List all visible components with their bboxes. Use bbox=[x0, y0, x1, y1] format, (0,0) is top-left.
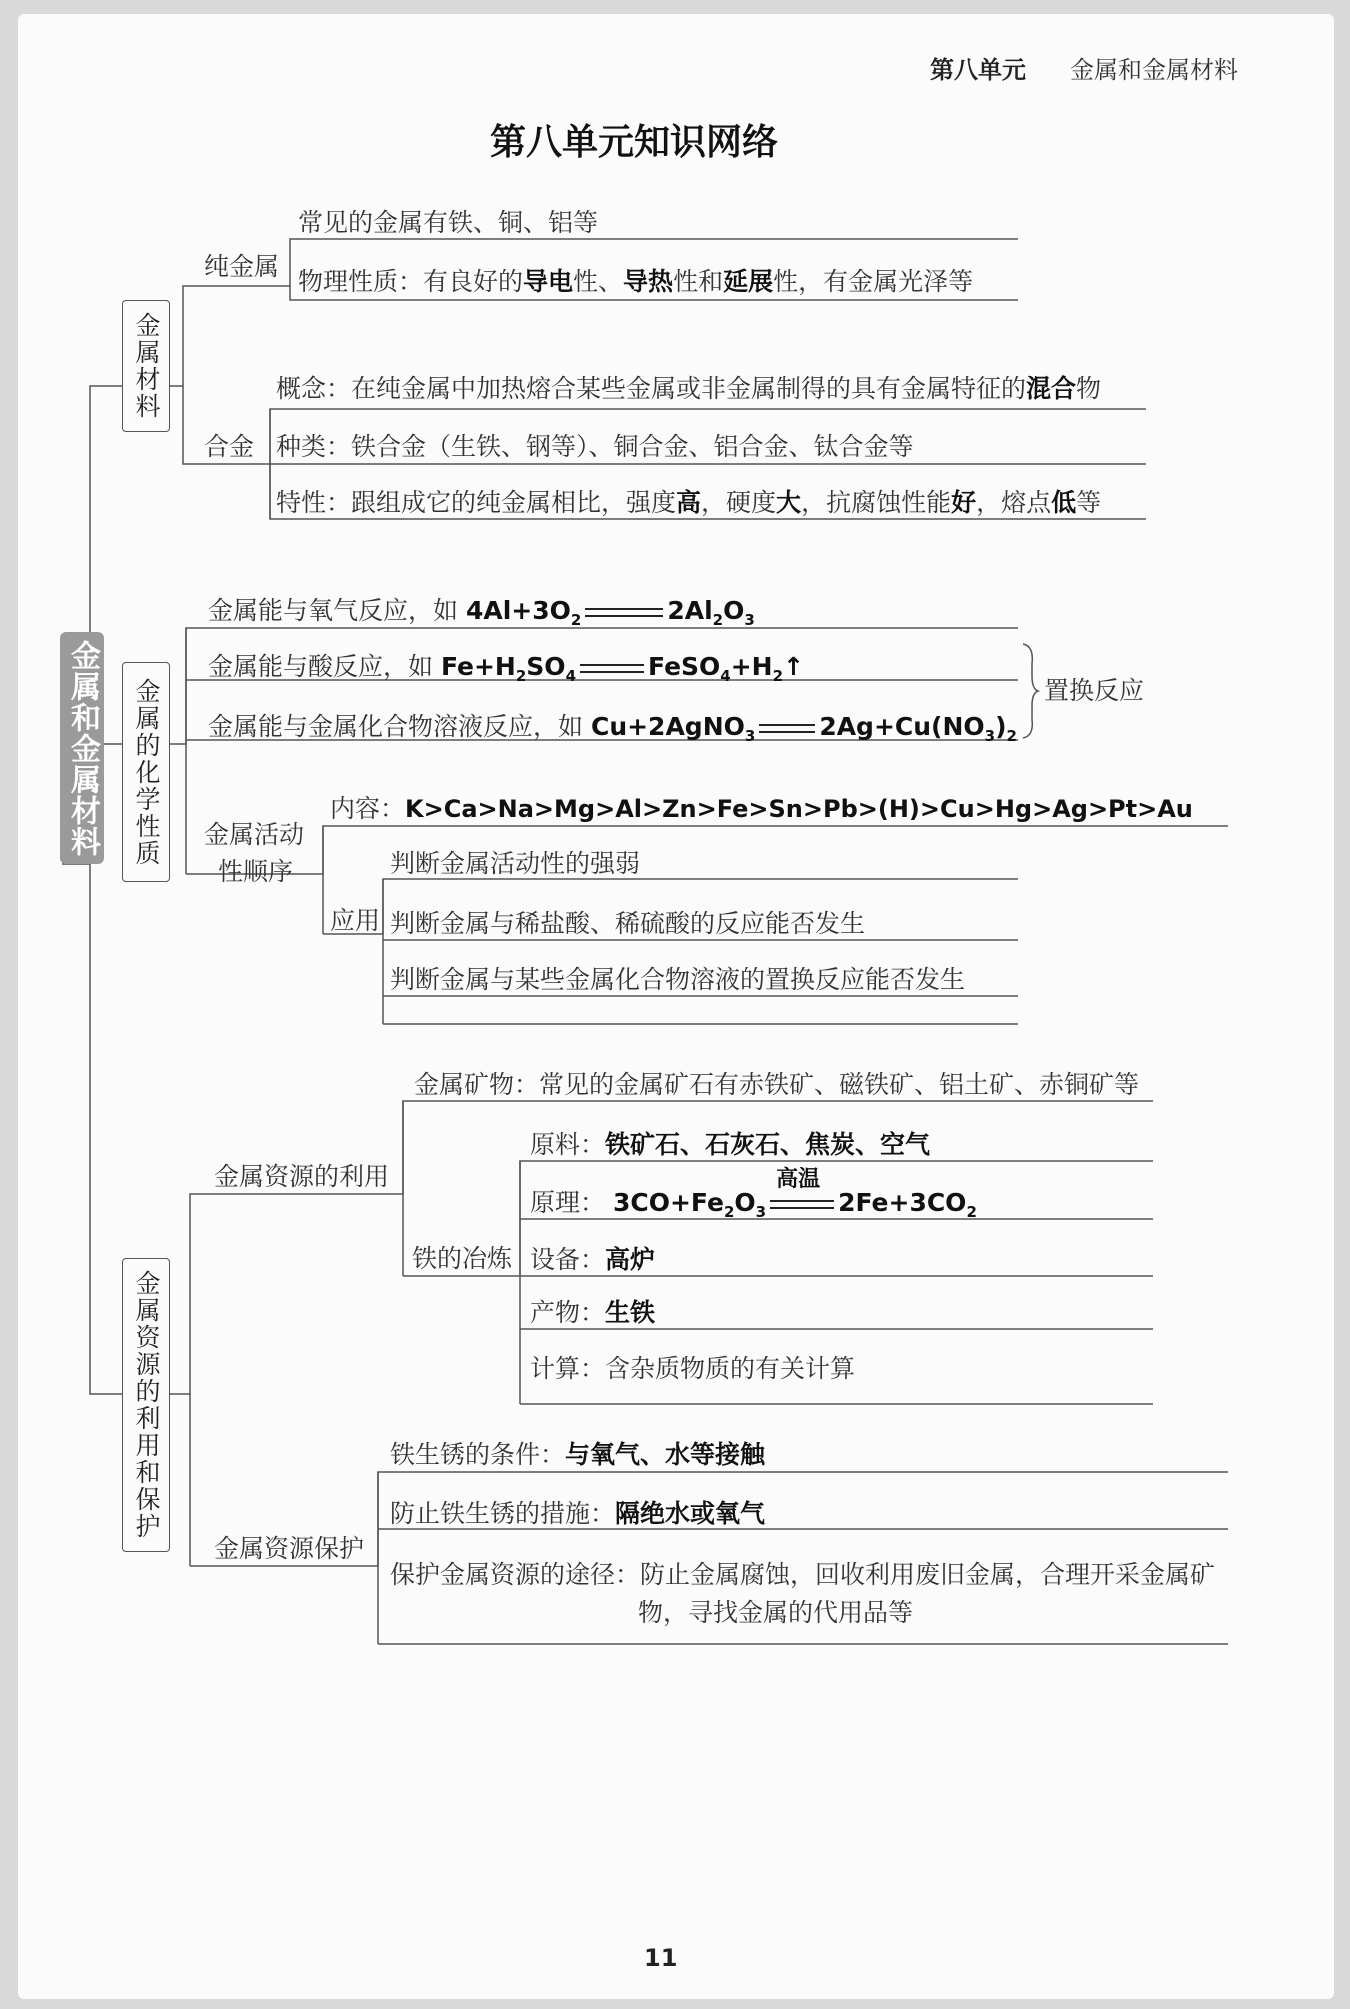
prevent-label: 防止铁生锈的措施： bbox=[390, 1499, 616, 1528]
principle-equation: $3CO+Fe_2O_3$ 高温 $2Fe+3CO_2$ bbox=[612, 1165, 977, 1221]
answer-rust-conditions: 与氧气、水等接触 bbox=[565, 1440, 766, 1469]
pure-metal-label: 纯金属 bbox=[204, 252, 280, 281]
prop-text-g: ，熔点 bbox=[976, 488, 1052, 517]
salt-equation: Cu+2AgNO$_3$ $2Ag+Cu(NO_3)_2$ bbox=[590, 712, 1017, 745]
salt-reaction bbox=[208, 712, 1017, 745]
equals-sign bbox=[585, 608, 663, 617]
rust-condition bbox=[390, 1442, 765, 1467]
rust-label: 铁生锈的条件： bbox=[390, 1440, 566, 1469]
answer-conduct-heat: 导热 bbox=[623, 267, 674, 296]
principle-label: 原理： bbox=[530, 1188, 606, 1217]
acid-reaction bbox=[208, 652, 804, 685]
principle-right: 2Fe+3CO bbox=[838, 1188, 967, 1217]
protect-ways-line1: 保护金属资源的途径：防止金属腐蚀，回收利用废旧金属，合理开采金属矿 bbox=[390, 1560, 1216, 1589]
alloy-label: 合金 bbox=[204, 432, 255, 461]
prop-text-e: ，抗腐蚀性能 bbox=[801, 488, 952, 517]
page bbox=[18, 14, 1334, 1999]
oxygen-reaction bbox=[208, 596, 755, 629]
node-metal-material-label: 金属材料 bbox=[132, 312, 161, 420]
activity-content bbox=[330, 796, 1193, 821]
alloy-kinds: 种类：铁合金（生铁、钢等）、铜合金、铝合金、钛合金等 bbox=[276, 432, 914, 461]
phys-text-d: 性和 bbox=[673, 267, 724, 296]
acid-equation: $Fe+H_2SO_4$ $FeSO_4+H_2↑$ bbox=[440, 652, 804, 685]
answer-raw-materials: 铁矿石、石灰石、焦炭、空气 bbox=[605, 1130, 931, 1159]
node-metal-material bbox=[122, 300, 170, 432]
oxygen-equation: $4Al+3O_2$ $2Al_2O_3$ bbox=[465, 596, 755, 629]
oxygen-eq-right: 2Al bbox=[667, 596, 713, 625]
phys-prefix: 物理性质：有良好的 bbox=[298, 267, 524, 296]
root-node bbox=[60, 632, 104, 864]
rust-prevention bbox=[390, 1501, 765, 1526]
node-chemical-properties-label: 金属的化学性质 bbox=[132, 677, 161, 867]
pure-metal-physical bbox=[298, 269, 973, 294]
activity-series: K>Ca>Na>Mg>Al>Zn>Fe>Sn>Pb>(H)>Cu>Hg>Ag>Pt>Au bbox=[405, 795, 1193, 823]
activity-app-3: 判断金属与某些金属化合物溶液的置换反应能否发生 bbox=[390, 965, 966, 994]
equals-sign bbox=[580, 664, 644, 673]
equals-sign bbox=[770, 1200, 834, 1209]
phys-text-b: 性、 bbox=[573, 267, 624, 296]
alloy-properties bbox=[276, 490, 1101, 515]
smelt-product bbox=[530, 1300, 655, 1325]
raw-label: 原料： bbox=[530, 1130, 606, 1159]
alloy-concept-suffix: 物 bbox=[1076, 374, 1102, 403]
answer-isolate: 隔绝水或氧气 bbox=[615, 1499, 766, 1528]
prop-text-a: 特性：跟组成它的纯金属相比，强度 bbox=[276, 488, 677, 517]
answer-high: 高 bbox=[676, 488, 702, 517]
root-label: 金属和金属材料 bbox=[65, 639, 100, 857]
salt-eq-left: Cu+2AgNO bbox=[590, 712, 745, 741]
connector-lines bbox=[18, 14, 1334, 1999]
acid-text: 金属能与酸反应，如 bbox=[208, 652, 434, 681]
activity-content-label: 内容： bbox=[330, 794, 406, 823]
smelt-label: 铁的冶炼 bbox=[412, 1244, 513, 1273]
acid-eq-left: Fe+H bbox=[440, 652, 516, 681]
resource-protect-label: 金属资源保护 bbox=[214, 1534, 365, 1563]
answer-good: 好 bbox=[951, 488, 977, 517]
acid-eq-right: FeSO bbox=[648, 652, 721, 681]
alloy-concept-text: 概念：在纯金属中加热熔合某些金属或非金属制得的具有金属特征的 bbox=[276, 374, 1027, 403]
prop-text-c: ，硬度 bbox=[701, 488, 777, 517]
pure-metal-common: 常见的金属有铁、铜、铝等 bbox=[298, 208, 599, 237]
answer-ductility: 延展 bbox=[723, 267, 774, 296]
activity-app-label: 应用 bbox=[330, 906, 381, 935]
activity-label-1: 金属活动 bbox=[204, 820, 305, 849]
product-label: 产物： bbox=[530, 1298, 606, 1327]
page-number: 11 bbox=[644, 1944, 678, 1972]
prop-text-i: 等 bbox=[1076, 488, 1102, 517]
oxygen-eq-left: 4Al+3O bbox=[465, 596, 571, 625]
resource-use-label: 金属资源的利用 bbox=[214, 1162, 390, 1191]
principle-left: 3CO+Fe bbox=[612, 1188, 724, 1217]
salt-eq-right: 2Ag+Cu(NO bbox=[819, 712, 985, 741]
answer-mixture: 混合 bbox=[1026, 374, 1077, 403]
smelt-principle bbox=[530, 1165, 977, 1221]
ore-text: 金属矿物：常见的金属矿石有赤铁矿、磁铁矿、铝土矿、赤铜矿等 bbox=[414, 1070, 1140, 1099]
smelt-calc: 计算：含杂质物质的有关计算 bbox=[530, 1354, 856, 1383]
answer-blast-furnace: 高炉 bbox=[605, 1245, 656, 1274]
protect-ways-line2: 物，寻找金属的代用品等 bbox=[638, 1598, 914, 1627]
activity-label-2: 性顺序 bbox=[218, 857, 294, 886]
replacement-reaction-label: 置换反应 bbox=[1044, 676, 1145, 705]
condition-high-temp: 高温 bbox=[776, 1165, 821, 1192]
equals-sign bbox=[759, 724, 815, 733]
phys-text-f: 性，有金属光泽等 bbox=[773, 267, 974, 296]
node-chemical-properties bbox=[122, 662, 170, 882]
unit-number: 第八单元 bbox=[930, 56, 1026, 84]
smelt-raw bbox=[530, 1132, 930, 1157]
page-title: 第八单元知识网络 bbox=[490, 121, 779, 163]
answer-low: 低 bbox=[1051, 488, 1077, 517]
answer-pig-iron: 生铁 bbox=[605, 1298, 656, 1327]
oxygen-text: 金属能与氧气反应，如 bbox=[208, 596, 459, 625]
answer-big: 大 bbox=[776, 488, 802, 517]
node-metal-resources-label: 金属资源的利用和保护 bbox=[132, 1270, 161, 1540]
activity-app-2: 判断金属与稀盐酸、稀硫酸的反应能否发生 bbox=[390, 909, 866, 938]
alloy-concept bbox=[276, 376, 1101, 401]
equip-label: 设备： bbox=[530, 1245, 606, 1274]
reaction-condition bbox=[770, 1165, 834, 1209]
activity-app-1: 判断金属活动性的强弱 bbox=[390, 849, 641, 878]
node-metal-resources bbox=[122, 1258, 170, 1552]
unit-subject: 金属和金属材料 bbox=[1070, 56, 1238, 84]
answer-conduct-electric: 导电 bbox=[523, 267, 574, 296]
smelt-equipment bbox=[530, 1247, 655, 1272]
salt-text: 金属能与金属化合物溶液反应，如 bbox=[208, 712, 584, 741]
